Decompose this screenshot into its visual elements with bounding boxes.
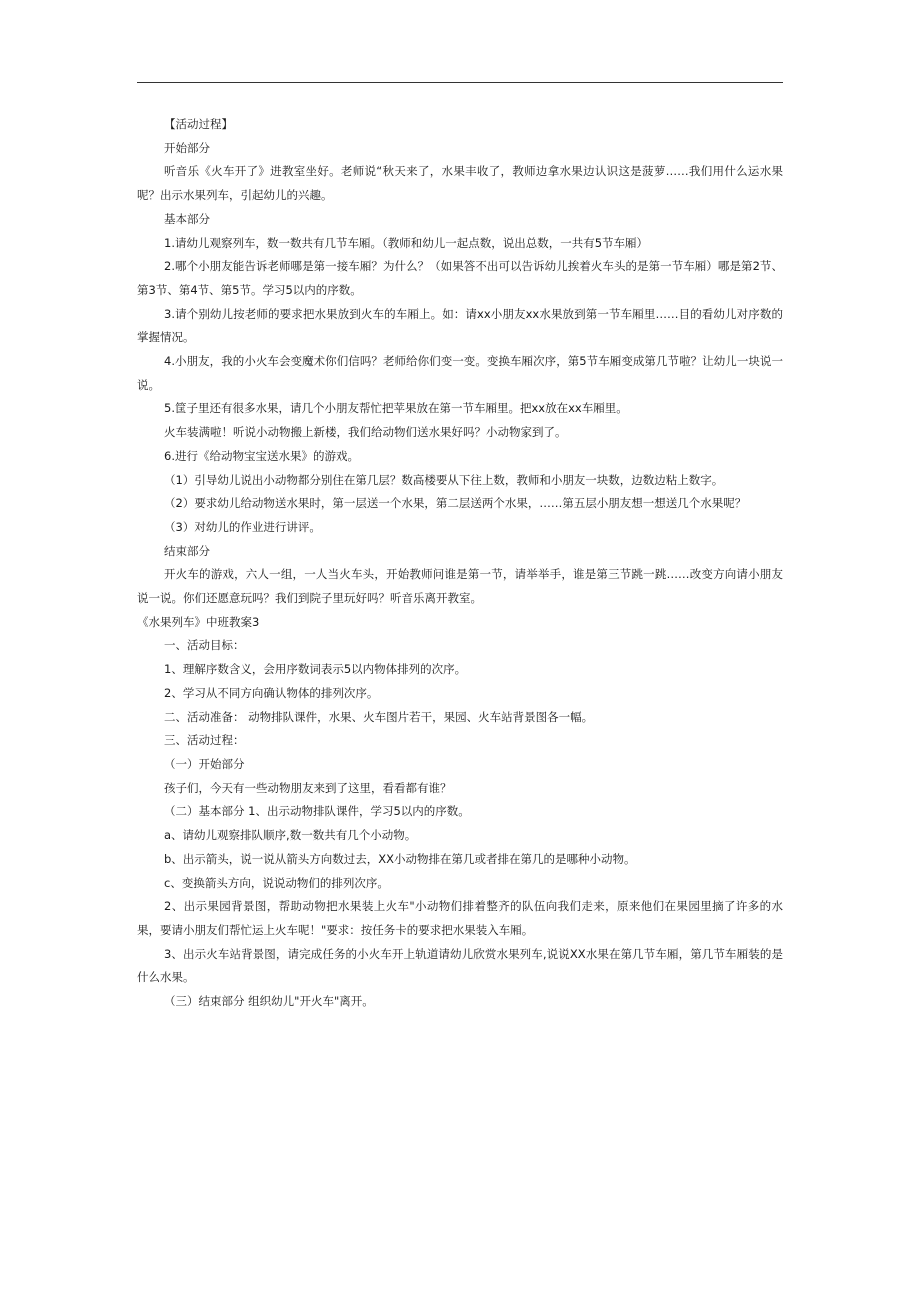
paragraph: 1.请幼儿观察列车，数一数共有几节车厢。（教师和幼儿一起点数，说出总数，一共有5节车厢） — [164, 235, 649, 250]
paragraph: （一）开始部分 — [164, 756, 245, 771]
paragraph: 结束部分 — [164, 543, 210, 558]
paragraph: 基本部分 — [164, 211, 210, 226]
paragraph: （3）对幼儿的作业进行讲评。 — [164, 519, 321, 534]
paragraph: 1、理解序数含义，会用序数词表示5以内物体排列的次序。 — [164, 662, 467, 677]
paragraph: 3.请个别幼儿按老师的要求把水果放到火车的车厢上。如：请xx小朋友xx水果放到第一节车厢里……目的看幼儿对序数的掌握情况。 — [137, 306, 783, 345]
paragraph: 开火车的游戏，六人一组，一人当火车头，开始教师问谁是第一节，请举举手，谁是第三节跳一跳……改变方向请小朋友说一说。你们还愿意玩吗？我们到院子里玩好吗？听音乐离开教室。 — [137, 567, 783, 606]
paragraph: 《水果列车》中班教案3 — [137, 614, 260, 629]
paragraph: 开始部分 — [164, 140, 210, 155]
paragraph: 2、学习从不同方向确认物体的排列次序。 — [164, 685, 379, 700]
document-body — [137, 113, 783, 1014]
header-rule — [137, 82, 783, 83]
paragraph: （二）基本部分 1、出示动物排队课件，学习5以内的序数。 — [164, 804, 470, 819]
paragraph: c、变换箭头方向，说说动物们的排列次序。 — [164, 875, 389, 890]
paragraph: 听音乐《火车开了》进教室坐好。老师说“秋天来了，水果丰收了，教师边拿水果边认识这是菠萝……我们用什么运水果呢？出示水果列车，引起幼儿的兴趣。 — [137, 164, 783, 203]
paragraph: 5.筐子里还有很多水果，请几个小朋友帮忙把苹果放在第一节车厢里。把xx放在xx车厢里。 — [164, 401, 628, 416]
paragraph: （2）要求幼儿给动物送水果时，第一层送一个水果，第二层送两个水果，……第五层小朋友想一想送几个水果呢？ — [164, 496, 747, 511]
paragraph: 火车装满啦！听说小动物搬上新楼，我们给动物们送水果好吗？小动物家到了。 — [164, 425, 567, 440]
paragraph: （三）结束部分 组织幼儿"开火车"离开。 — [164, 994, 374, 1009]
paragraph: 6.进行《给动物宝宝送水果》的游戏。 — [164, 448, 359, 463]
paragraph: 2.哪个小朋友能告诉老师哪是第一接车厢？为什么？（如果答不出可以告诉幼儿挨着火车头的是第一节车厢）哪是第2节、第3节、第4节、第5节。学习5以内的序数。 — [137, 259, 783, 297]
paragraph: 孩子们，今天有一些动物朋友来到了这里，看看都有谁？ — [164, 780, 452, 795]
paragraph: 三、活动过程： — [164, 733, 245, 748]
paragraph: 3、出示火车站背景图，请完成任务的小火车开上轨道请幼儿欣赏水果列车,说说XX水果在第几节车厢，第几节车厢装的是什么水果。 — [137, 946, 783, 985]
paragraph: 一、活动目标： — [164, 638, 245, 653]
paragraph: a、请幼儿观察排队顺序,数一数共有几个小动物。 — [164, 828, 417, 843]
paragraph: （1）引导幼儿说出小动物都分别住在第几层？数高楼要从下往上数，教师和小朋友一块数，边数边粘上数字。 — [164, 472, 724, 487]
paragraph: 二、活动准备： 动物排队课件，水果、火车图片若干，果园、火车站背景图各一幅。 — [164, 709, 594, 724]
paragraph: 4.小朋友，我的小火车会变魔术你们信吗？老师给你们变一变。变换车厢次序，第5节车厢变成第几节啦？让幼儿一块说一说。 — [137, 354, 783, 392]
paragraph: 【活动过程】 — [164, 117, 233, 131]
paragraph: 2、出示果园背景图，帮助动物把水果装上火车"小动物们排着整齐的队伍向我们走来，原来他们在果园里摘了许多的水果，要请小朋友们帮忙运上火车呢！"要求：按任务卡的要求把水果装入车厢。 — [137, 899, 783, 937]
paragraph: b、出示箭头，说一说从箭头方向数过去，XX小动物排在第几或者排在第几的是哪种小动物。 — [164, 851, 636, 866]
